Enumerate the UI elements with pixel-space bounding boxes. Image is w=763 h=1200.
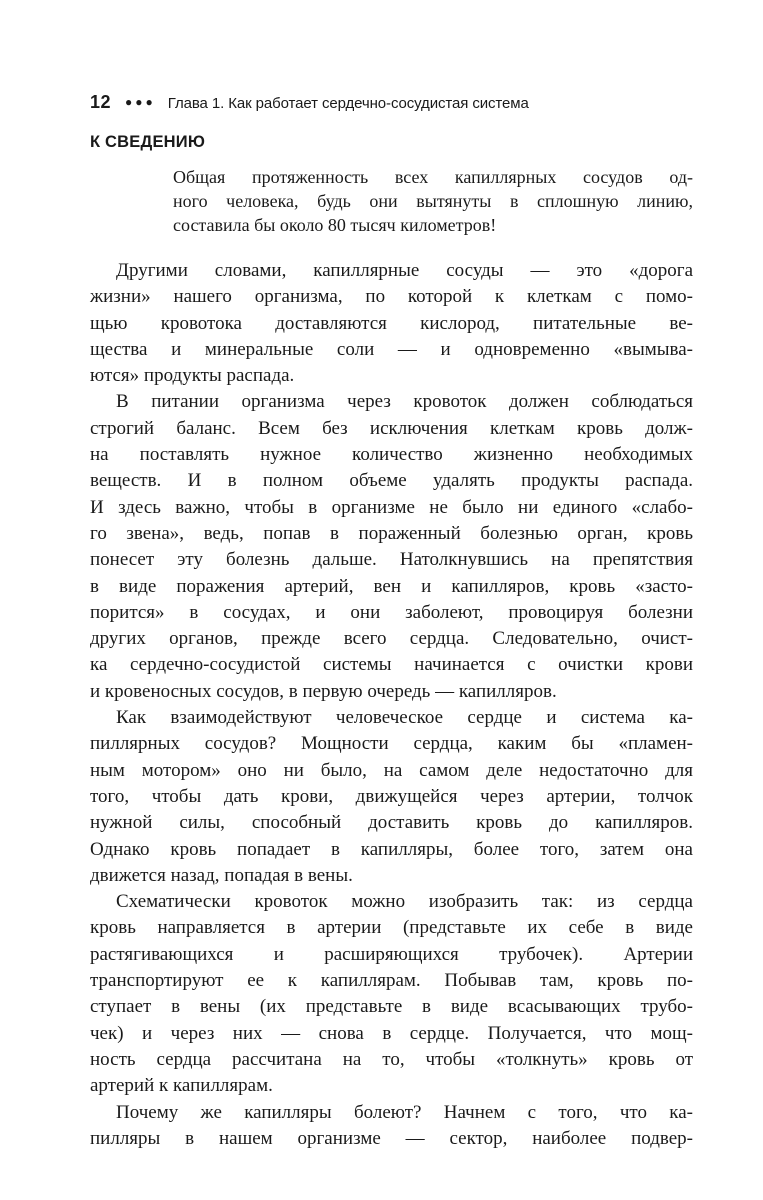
paragraph-line: нужной силы, способный доставить кровь до капилляров. [90,812,693,834]
paragraph-line: ются» продукты распада. [90,365,295,387]
paragraph-line: щества и минеральные соли — и одновременно «вымыва- [90,338,693,360]
paragraph-line: в виде поражения артерий, вен и капилляров, кровь «засто- [90,575,693,597]
paragraph-line: В питании организма через кровоток должен соблюдаться [116,391,693,413]
paragraph-line: транспортируют ее к капиллярам. Побывав там, кровь по- [90,970,693,992]
paragraph-line: понесет эту болезнь дальше. Натолкнувшись на препятствия [90,549,693,571]
paragraph-line: веществ. И в полном объеме удалять продукты распада. [90,470,693,492]
paragraph-line: жизни» нашего организма, по которой к клеткам с помо- [90,286,693,308]
paragraph-line: ка сердечно-сосудистой системы начинается с очистки крови [90,654,693,676]
paragraph-line: и кровеносных сосудов, в первую очередь — капилляров. [90,680,557,702]
paragraph-line: щью кровотока доставляются кислород, питательные ве- [90,312,693,334]
main-text [90,258,693,1152]
dots-ornament: ●●● [125,95,156,109]
paragraph-line: пилляры в нашем организме — сектор, наиболее подвер- [90,1127,693,1149]
paragraph-line: Как взаимодействуют человеческое сердце и система ка- [116,707,693,729]
paragraph-line: го звена», ведь, попав в пораженный болезнью орган, кровь [90,522,693,544]
paragraph-line: Почему же капилляры болеют? Начнем с того, что ка- [116,1101,693,1123]
chapter-title: Глава 1. Как работает сердечно-сосудистая система [167,95,529,112]
paragraph-line: чек) и через них — снова в сердце. Получается, что мощ- [90,1022,693,1044]
page-number: 12 [90,92,112,112]
paragraph-line: пиллярных сосудов? Мощности сердца, каким бы «пламен- [90,733,693,755]
paragraph-line: Схематически кровоток можно изобразить так: из сердца [116,891,693,913]
paragraph-line: кровь направляется в артерии (представьте их себе в виде [90,917,693,939]
paragraph-line: движется назад, попадая в вены. [90,864,353,886]
note-body [173,165,693,237]
paragraph-line: ность сердца рассчитана на то, чтобы «толкнуть» кровь от [90,1048,693,1070]
paragraph-line: ступает в вены (их представьте в виде всасывающих трубо- [90,996,693,1018]
paragraph-line: растягивающихся и расширяющихся трубочек). Артерии [90,943,693,965]
paragraph-line: Однако кровь попадает в капилляры, более того, затем она [90,838,693,860]
paragraph-line: И здесь важно, чтобы в организме не было ни единого «слабо- [90,496,693,518]
paragraph-line: других органов, прежде всего сердца. Следовательно, очист- [90,628,693,650]
note-line: ного человека, будь они вытянуты в сплошную линию, [173,191,693,211]
running-head [90,92,690,118]
paragraph-line: на поставлять нужное количество жизненно необходимых [90,444,693,466]
note-heading: К СВЕДЕНИЮ [90,133,206,151]
note-line: Общая протяженность всех капиллярных сосудов од- [173,167,693,187]
paragraph-line: порится» в сосудах, и они заболеют, провоцируя болезни [90,601,693,623]
note-line: составила бы около 80 тысяч километров! [173,215,497,235]
paragraph-line: того, чтобы дать крови, движущейся через артерии, толчок [90,785,693,807]
paragraph-line: артерий к капиллярам. [90,1075,273,1097]
paragraph-line: Другими словами, капиллярные сосуды — это «дорога [116,260,693,281]
paragraph-line: строгий баланс. Всем без исключения клеткам кровь долж- [90,417,693,439]
paragraph-line: ным мотором» оно ни было, на самом деле недостаточно для [90,759,693,781]
